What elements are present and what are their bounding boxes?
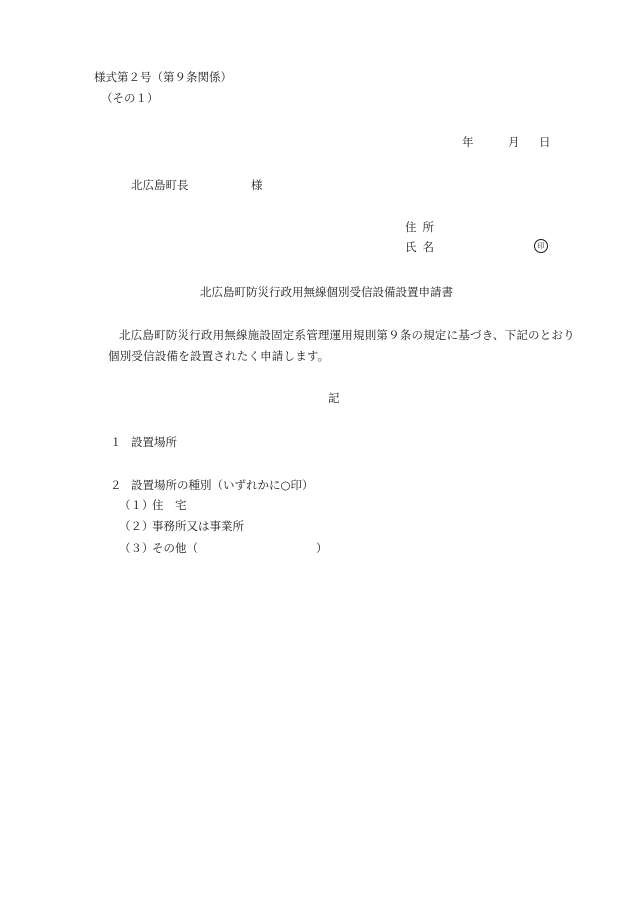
document-title: 北広島町防災行政用無線個別受信設備設置申請書	[200, 285, 453, 299]
date-year-label: 年	[462, 135, 474, 149]
option-close-paren: ）	[316, 541, 328, 555]
applicant-address-label: 住所	[405, 220, 440, 234]
date-month-label: 月	[508, 135, 520, 149]
option-label: その他（	[152, 541, 198, 555]
option-label: 住 宅	[152, 498, 187, 512]
option-label: 事務所又は事業所	[152, 519, 244, 533]
item-label: 設置場所	[131, 435, 177, 449]
addressee-name: 北広島町長	[131, 178, 189, 192]
applicant-name-label: 氏名	[405, 240, 440, 254]
option-number: （３）	[119, 541, 154, 555]
option-number: （１）	[119, 498, 154, 512]
item-number: １	[110, 435, 122, 449]
form-sub-number: （その１）	[101, 91, 159, 105]
option-residence	[119, 498, 187, 514]
item-label: 設置場所の種別（いずれかに○印）	[131, 478, 314, 492]
option-office	[119, 519, 244, 535]
ki-heading: 記	[328, 391, 340, 405]
item-location-type	[110, 478, 314, 494]
option-other	[119, 541, 328, 557]
addressee-honorific: 様	[251, 178, 263, 192]
date-day-label: 日	[539, 135, 551, 149]
item-installation-location	[110, 435, 177, 451]
seal-mark-icon: 印	[534, 239, 548, 253]
option-number: （２）	[119, 519, 154, 533]
form-number: 様式第２号（第９条関係）	[94, 70, 232, 84]
item-number: ２	[110, 478, 122, 492]
date-line	[462, 135, 551, 151]
body-text: 北広島町防災行政用無線施設固定系管理運用規則第９条の規定に基づき、下記のとおり個別受信設備を設置されたく申請します。	[108, 328, 575, 363]
